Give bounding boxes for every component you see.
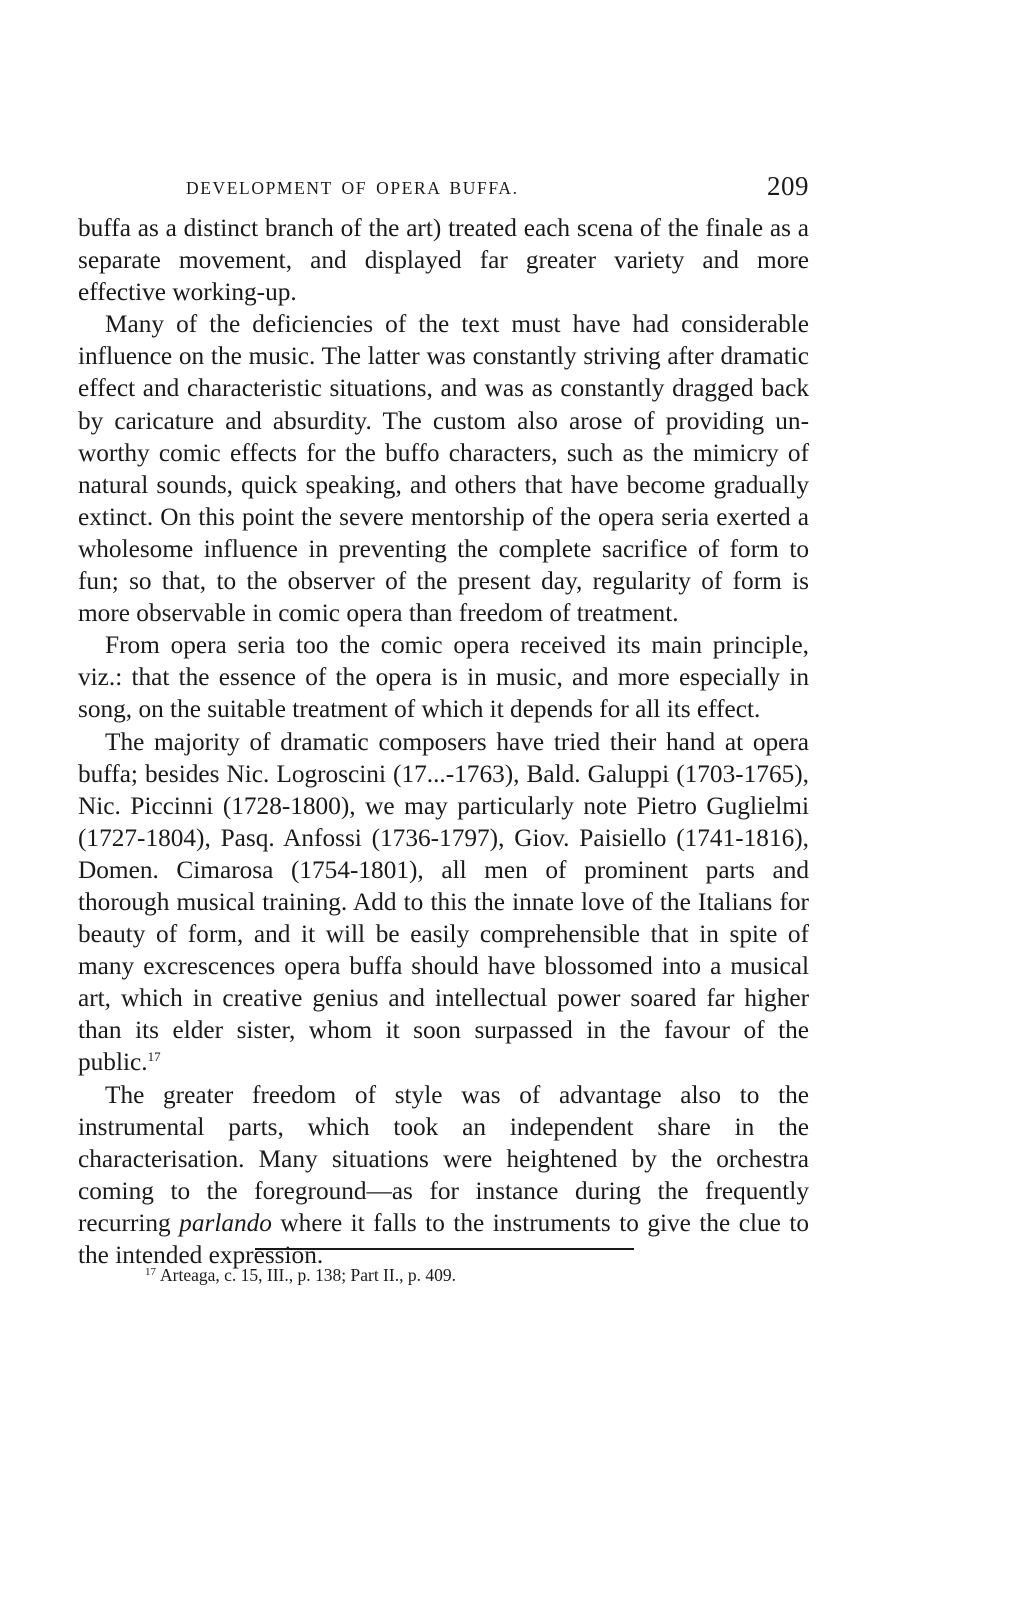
footnote-text: Arteaga, c. 15, III., p. 138; Part II., p. 409. bbox=[160, 1265, 456, 1285]
paragraph-text: The greater freedom of style was of advantage also to the instrumental parts, which took an independent share in the characterisation. Many situations were heightened by the orchestra coming to the foreground—as for instance during the frequently recurring bbox=[78, 1080, 809, 1237]
running-title: DEVELOPMENT OF OPERA BUFFA. bbox=[186, 178, 519, 198]
footnote-reference[interactable]: 17 bbox=[147, 1049, 161, 1065]
paragraph bbox=[78, 629, 809, 725]
paragraph bbox=[78, 308, 809, 629]
paragraph-text: where it falls to the instruments to give the clue to the intended expression. bbox=[78, 1208, 810, 1269]
paragraph-text: The majority of dramatic composers have tried their hand at opera buffa; besides Nic. Logroscini (17...-1763), Bald. Galuppi (1703-1765), Nic. Piccinni (1728-1800), we may particularly note Pietro Guglielmi (1727-1804), Pasq. Anfossi (1736-1797), Giov. Paisiello (1741-1816), Domen. Cimarosa (1754-1801), all men of prominent parts and thorough musical training. Add to this the innate love of the Italians for beauty of form, and it will be easily comprehensible that in spite of many excrescences opera buffa should have blossomed into a musical art, which in creative genius and intellectual power soared far higher than its elder sister, whom it soon surpassed in the favour of the public. bbox=[78, 727, 809, 1077]
footnote-number: 17 bbox=[145, 1266, 156, 1278]
paragraph-text: buffa as a distinct branch of the art) treated each scena of the finale as a separate movement, and displayed far greater variety and more effective working-up. bbox=[78, 214, 809, 307]
paragraph bbox=[78, 1079, 809, 1272]
paragraph-text: From opera seria too the comic opera received its main principle, viz.: that the essence of the opera is in music, and more especially in song, on the suitable treatment of which it depends for all its effect. bbox=[78, 631, 809, 724]
footnote-divider bbox=[255, 1248, 634, 1250]
paragraph-text: Many of the deficiencies of the text must have had considerable influence on the music. The latter was constantly striving after dramatic effect and characteristic situations, and was as constantly dragged back by caricature and absurdity. The custom also arose of providing unworthy comic effects for the buffo characters, such as the mimicry of natural sounds, quick speaking, and others that have become gradually extinct. On this point the severe mentorship of the opera seria exerted a wholesome influence in preventing the complete sacrifice of form to fun; so that, to the observer of the present day, regularity of form is more observable in comic opera than freedom of treatment. bbox=[78, 310, 809, 628]
paragraph bbox=[78, 726, 809, 1079]
running-head bbox=[78, 168, 809, 212]
italic-term: parlando bbox=[179, 1208, 272, 1237]
page-number: 209 bbox=[767, 171, 809, 201]
footnote bbox=[145, 1264, 456, 1286]
paragraph-continuation bbox=[78, 212, 809, 308]
book-page bbox=[78, 168, 809, 1271]
body-text bbox=[78, 212, 809, 1271]
